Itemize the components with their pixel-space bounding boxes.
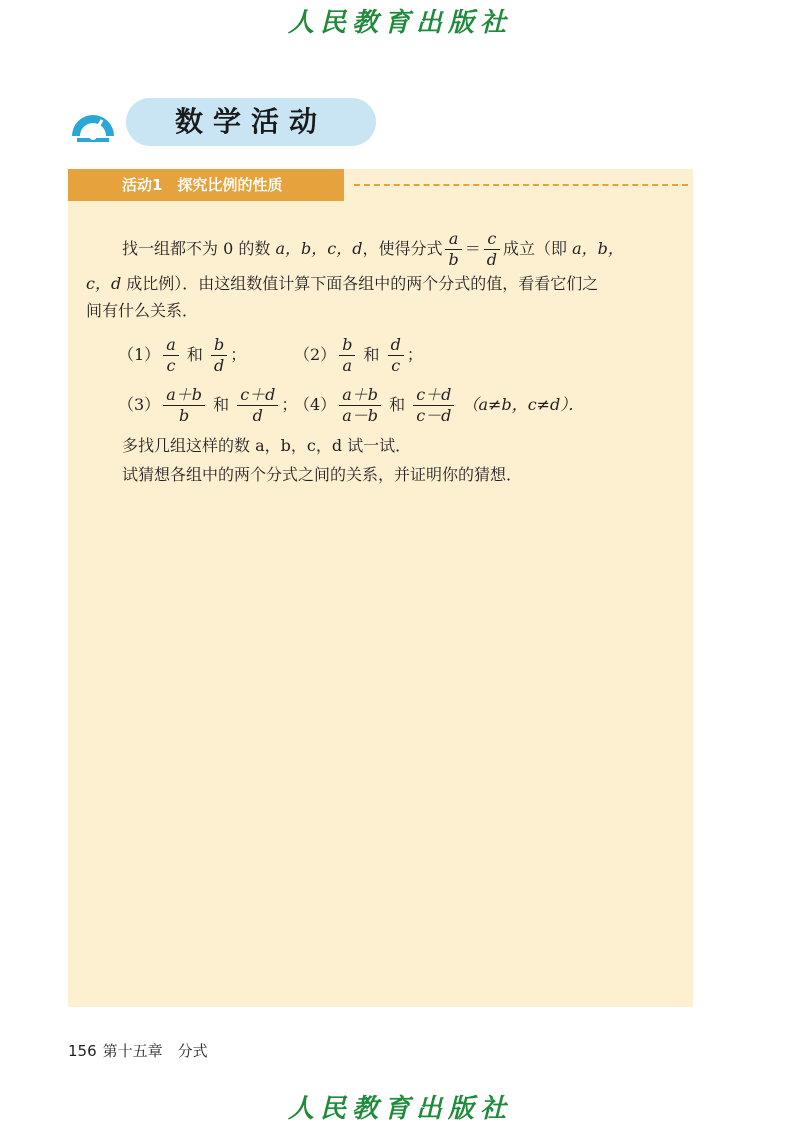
chapter-title: 第十五章 分式 xyxy=(102,1042,208,1060)
activity-tab xyxy=(68,169,344,201)
item-label: （4） xyxy=(294,395,337,414)
text: 成比例）．由这组数值计算下面各组中的两个分式的值，看看它们之 xyxy=(121,274,599,293)
fraction-a-b: $\frac{a}{b}$ xyxy=(445,231,461,268)
fraction: $\frac{c+d}{d}$ xyxy=(237,387,278,424)
text: ，使得分式 xyxy=(362,239,443,258)
variables: c，d xyxy=(86,274,122,293)
item-label: （2） xyxy=(294,345,337,364)
section-title: 数学活动 xyxy=(174,105,327,138)
item-2 xyxy=(294,337,423,374)
punct: ； xyxy=(281,395,298,414)
conjunction: 和 xyxy=(363,345,380,364)
publisher-header: 人民教育出版社 xyxy=(287,8,512,38)
punct: ； xyxy=(230,345,247,364)
condition: （a≠b，c≠d）． xyxy=(462,395,585,414)
item-3 xyxy=(118,387,297,424)
page-footer xyxy=(68,1040,208,1061)
activity-label: 活动1 探究比例的性质 xyxy=(122,176,283,194)
intro-line-2 xyxy=(86,272,598,296)
fraction: $\frac{b}{d}$ xyxy=(211,337,227,374)
fraction: $\frac{b}{a}$ xyxy=(339,337,355,374)
activity-panel xyxy=(68,169,693,1007)
intro-line-1 xyxy=(122,231,624,268)
fraction: $\frac{d}{c}$ xyxy=(388,337,404,374)
conjunction: 和 xyxy=(389,395,406,414)
dashed-rule xyxy=(354,184,688,186)
page-number: 156 xyxy=(68,1042,97,1060)
conjunction: 和 xyxy=(186,345,203,364)
fraction: $\frac{a+b}{b}$ xyxy=(163,387,205,424)
conjunction: 和 xyxy=(213,395,230,414)
fraction: $\frac{a+b}{a-b}$ xyxy=(339,387,381,424)
intro-line-3: 间有什么关系． xyxy=(86,301,199,320)
try-line: 多找几组这样的数 a，b，c，d 试一试． xyxy=(122,436,412,455)
item-label: （3） xyxy=(118,395,161,414)
variables: a，b，c，d xyxy=(275,239,363,258)
item-4 xyxy=(294,387,584,424)
fraction: $\frac{c+d}{c-d}$ xyxy=(413,387,454,424)
fraction-c-d: $\frac{c}{d}$ xyxy=(484,231,500,268)
equals-sign: ＝ xyxy=(464,239,481,258)
publisher-footer: 人民教育出版社 xyxy=(287,1094,512,1124)
punct: ； xyxy=(406,345,423,364)
gauge-icon xyxy=(68,100,118,144)
conjecture-line: 试猜想各组中的两个分式之间的关系，并证明你的猜想． xyxy=(122,465,523,484)
item-1 xyxy=(118,337,246,374)
item-label: （1） xyxy=(118,345,161,364)
section-title-pill xyxy=(126,98,376,146)
text: 成立（即 xyxy=(502,239,573,258)
variables: a，b， xyxy=(572,239,624,258)
text: 找一组都不为 0 的数 xyxy=(122,239,276,258)
fraction: $\frac{a}{c}$ xyxy=(163,337,179,374)
